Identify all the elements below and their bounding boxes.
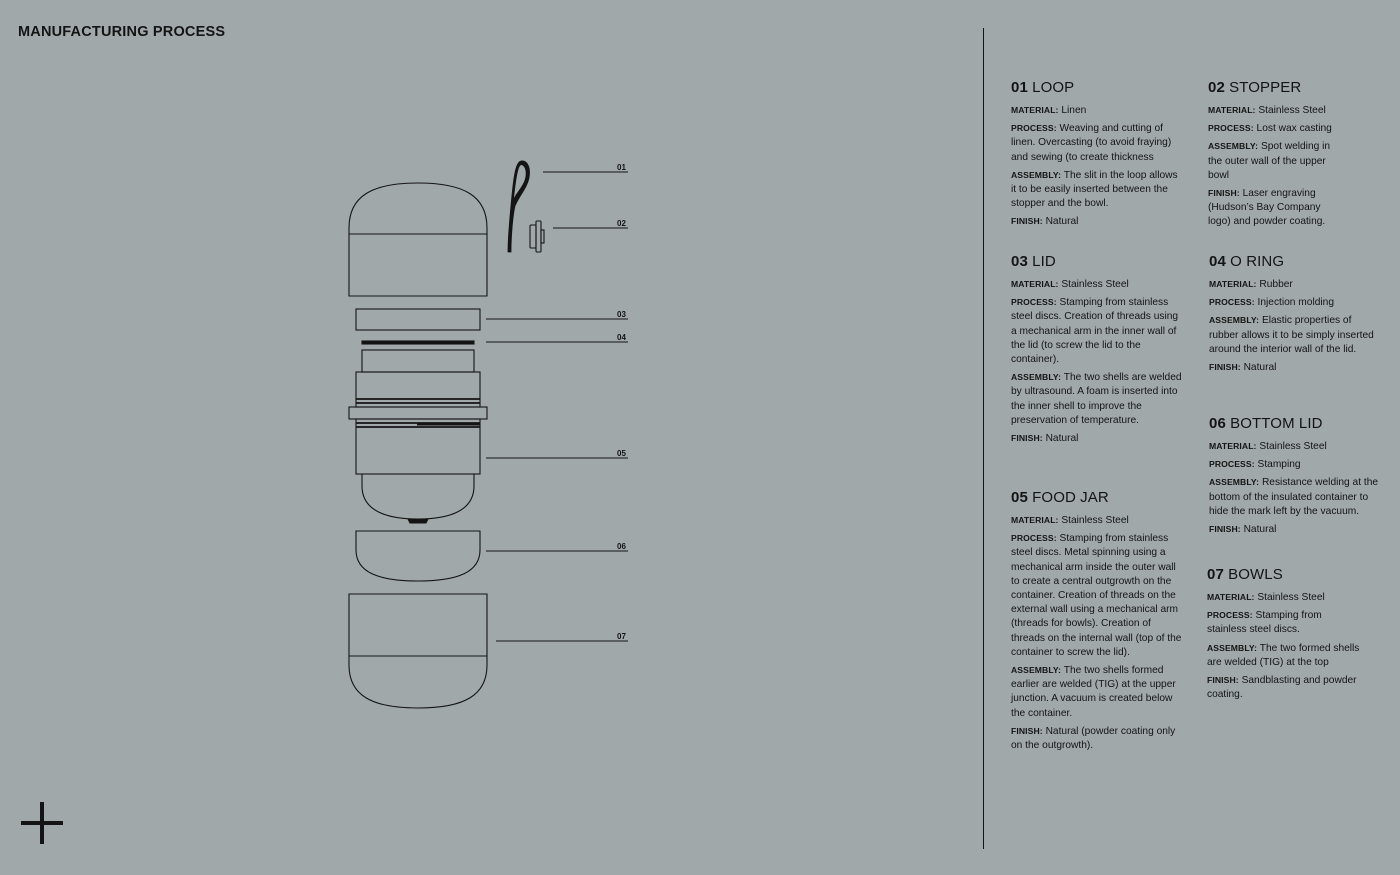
spec-value: Sandblasting and powder coating.	[1207, 675, 1357, 701]
spec-value: Weaving and cutting of linen. Overcasting (to avoid fraying) and sewing (to create thickness	[1011, 123, 1172, 163]
spec-row-finish	[1207, 673, 1362, 702]
spec-row-assembly	[1209, 313, 1381, 357]
spec-key: FINISH:	[1209, 524, 1241, 535]
spec-row-process	[1209, 295, 1381, 310]
spec-key: ASSEMBLY:	[1207, 642, 1258, 653]
spec-heading	[1011, 489, 1183, 507]
spec-key: ASSEMBLY:	[1011, 372, 1062, 383]
spec-row-process	[1208, 121, 1338, 136]
callout-leaders	[486, 172, 628, 641]
spec-value: The slit in the loop allows it to be easily inserted between the stopper and the bowl.	[1011, 169, 1178, 210]
spec-row-assembly	[1011, 370, 1183, 428]
spec-row-assembly	[1011, 663, 1183, 721]
callout-number: 07	[617, 632, 626, 641]
spec-key: ASSEMBLY:	[1209, 477, 1260, 488]
spec-number: 06	[1209, 415, 1226, 432]
spec-value: Elastic properties of rubber allows it to be simply inserted around the interior wall of the lid.	[1209, 315, 1374, 355]
spec-value: Stainless Steel	[1259, 441, 1327, 452]
spec-row-process	[1209, 457, 1381, 472]
callout-number: 05	[617, 449, 626, 458]
spec-key: MATERIAL:	[1207, 592, 1255, 602]
spec-key: PROCESS:	[1209, 459, 1255, 470]
spec-key: MATERIAL:	[1209, 441, 1257, 451]
spec-block-food-jar	[1011, 489, 1183, 756]
spec-value: Resistance welding at the bottom of the insulated container to hide the mark left by the vacuum.	[1209, 477, 1379, 517]
spec-value: Rubber	[1259, 279, 1293, 290]
part-07-bottom-bowl	[349, 594, 487, 708]
spec-key: MATERIAL:	[1011, 515, 1059, 525]
spec-row-assembly	[1209, 475, 1381, 519]
spec-key: FINISH:	[1208, 188, 1240, 199]
spec-key: PROCESS:	[1011, 297, 1057, 308]
spec-key: PROCESS:	[1208, 123, 1254, 134]
spec-value: Lost wax casting	[1256, 123, 1332, 135]
part-04-o-ring	[362, 341, 474, 344]
callout-number: 03	[617, 310, 626, 319]
spec-row-process	[1207, 608, 1362, 637]
part-06-bottom-lid	[356, 531, 480, 581]
spec-value: Stamping from stainless steel discs.	[1207, 610, 1322, 636]
spec-row-process	[1011, 121, 1183, 165]
spec-key: FINISH:	[1011, 433, 1043, 444]
spec-value: Spot welding in the outer wall of the upper bowl	[1208, 141, 1331, 181]
spec-row-finish	[1208, 186, 1338, 230]
page-title: MANUFACTURING PROCESS	[18, 24, 226, 40]
spec-value: Stamping from stainless steel discs. Creation of threads using a mechanical arm in the inner wall of the lid (to screw the lid to the container).	[1011, 297, 1179, 366]
spec-value: The two formed shells are welded (TIG) at the top	[1207, 642, 1360, 668]
spec-row-material	[1011, 513, 1183, 528]
spec-value: The two shells formed earlier are welded (TIG) at the upper junction. A vacuum is created below the container.	[1011, 665, 1176, 719]
spec-value: Natural	[1243, 362, 1277, 374]
spec-row-assembly	[1207, 641, 1362, 670]
spec-number: 03	[1011, 253, 1028, 270]
spec-row-process	[1011, 531, 1183, 660]
part-03-lid	[356, 309, 480, 330]
spec-key: FINISH:	[1011, 216, 1043, 227]
spec-value: Laser engraving (Hudson’s Bay Company logo) and powder coating.	[1208, 188, 1326, 228]
spec-value: Natural	[1045, 433, 1079, 445]
spec-value: Natural	[1045, 216, 1079, 228]
spec-heading	[1011, 79, 1183, 97]
spec-value: Stainless Steel	[1258, 105, 1326, 116]
spec-row-assembly	[1208, 139, 1338, 183]
part-05-food-jar	[349, 350, 487, 523]
spec-key: PROCESS:	[1011, 533, 1057, 544]
spec-key: ASSEMBLY:	[1011, 169, 1062, 180]
spec-heading	[1208, 79, 1338, 97]
part-07-top-bowl	[349, 183, 487, 296]
spec-block-o-ring	[1209, 253, 1381, 378]
spec-value: Linen	[1061, 105, 1087, 116]
spec-key: ASSEMBLY:	[1011, 665, 1062, 676]
spec-key: FINISH:	[1207, 675, 1239, 686]
spec-key: PROCESS:	[1011, 123, 1057, 134]
callout-number: 01	[617, 163, 626, 172]
spec-row-process	[1011, 295, 1183, 367]
spec-value: Stainless Steel	[1061, 515, 1129, 526]
spec-name: O RING	[1230, 253, 1285, 270]
spec-name: BOWLS	[1228, 566, 1283, 583]
spec-value: Stainless Steel	[1257, 592, 1325, 603]
spec-key: ASSEMBLY:	[1209, 315, 1260, 326]
spec-name: FOOD JAR	[1032, 489, 1109, 506]
spec-number: 07	[1207, 566, 1224, 583]
spec-value: Injection molding	[1257, 297, 1334, 309]
spec-row-material	[1208, 103, 1338, 118]
spec-block-bottom-lid	[1209, 415, 1381, 540]
spec-value: Natural	[1243, 524, 1277, 536]
spec-row-finish	[1209, 522, 1381, 537]
spec-block-loop	[1011, 79, 1183, 233]
spec-heading	[1207, 566, 1362, 584]
spec-key: MATERIAL:	[1209, 279, 1257, 289]
spec-key: PROCESS:	[1207, 610, 1253, 621]
spec-number: 01	[1011, 79, 1028, 96]
spec-value: Stamping	[1257, 459, 1301, 471]
spec-row-finish	[1209, 360, 1381, 375]
spec-row-material	[1011, 103, 1183, 118]
spec-name: LID	[1032, 253, 1056, 270]
spec-number: 04	[1209, 253, 1226, 270]
spec-row-material	[1207, 590, 1362, 605]
spec-name: LOOP	[1032, 79, 1075, 96]
spec-name: BOTTOM LID	[1230, 415, 1323, 432]
spec-number: 05	[1011, 489, 1028, 506]
spec-key: FINISH:	[1011, 725, 1043, 736]
part-02-stopper	[530, 221, 544, 252]
spec-number: 02	[1208, 79, 1225, 96]
spec-heading	[1209, 415, 1381, 433]
spec-block-stopper	[1208, 79, 1338, 233]
callout-number: 06	[617, 542, 626, 551]
spec-row-finish	[1011, 431, 1183, 446]
callout-number: 04	[617, 333, 626, 342]
spec-row-material	[1011, 277, 1183, 292]
spec-key: MATERIAL:	[1011, 105, 1059, 115]
spec-value: Stamping from stainless steel discs. Metal spinning using a mechanical arm inside the outer wall to create a central outgrowth on the container. Creation of threads on the external wall using a mechanical arm (threads for bowls). Creation of threads on the internal wall (top of the container to screw the lid).	[1011, 533, 1182, 658]
spec-heading	[1209, 253, 1381, 271]
part-01-loop	[508, 161, 530, 252]
spec-row-finish	[1011, 214, 1183, 229]
spec-key: FINISH:	[1209, 362, 1241, 373]
spec-row-material	[1209, 439, 1381, 454]
spec-value: Natural (powder coating only on the outgrowth).	[1011, 725, 1176, 752]
spec-key: ASSEMBLY:	[1208, 141, 1259, 152]
spec-name: STOPPER	[1229, 79, 1302, 96]
spec-row-assembly	[1011, 168, 1183, 212]
spec-block-bowls	[1207, 566, 1362, 705]
spec-key: MATERIAL:	[1208, 105, 1256, 115]
column-divider	[983, 28, 984, 849]
spec-key: MATERIAL:	[1011, 279, 1059, 289]
spec-block-lid	[1011, 253, 1183, 449]
spec-key: PROCESS:	[1209, 297, 1255, 308]
spec-row-material	[1209, 277, 1381, 292]
spec-row-finish	[1011, 724, 1183, 753]
callout-number: 02	[617, 219, 626, 228]
spec-value: Stainless Steel	[1061, 279, 1129, 290]
spec-value: The two shells are welded by ultrasound. A foam is inserted into the inner shell to improve the preservation of temperature.	[1011, 372, 1182, 426]
spec-heading	[1011, 253, 1183, 271]
